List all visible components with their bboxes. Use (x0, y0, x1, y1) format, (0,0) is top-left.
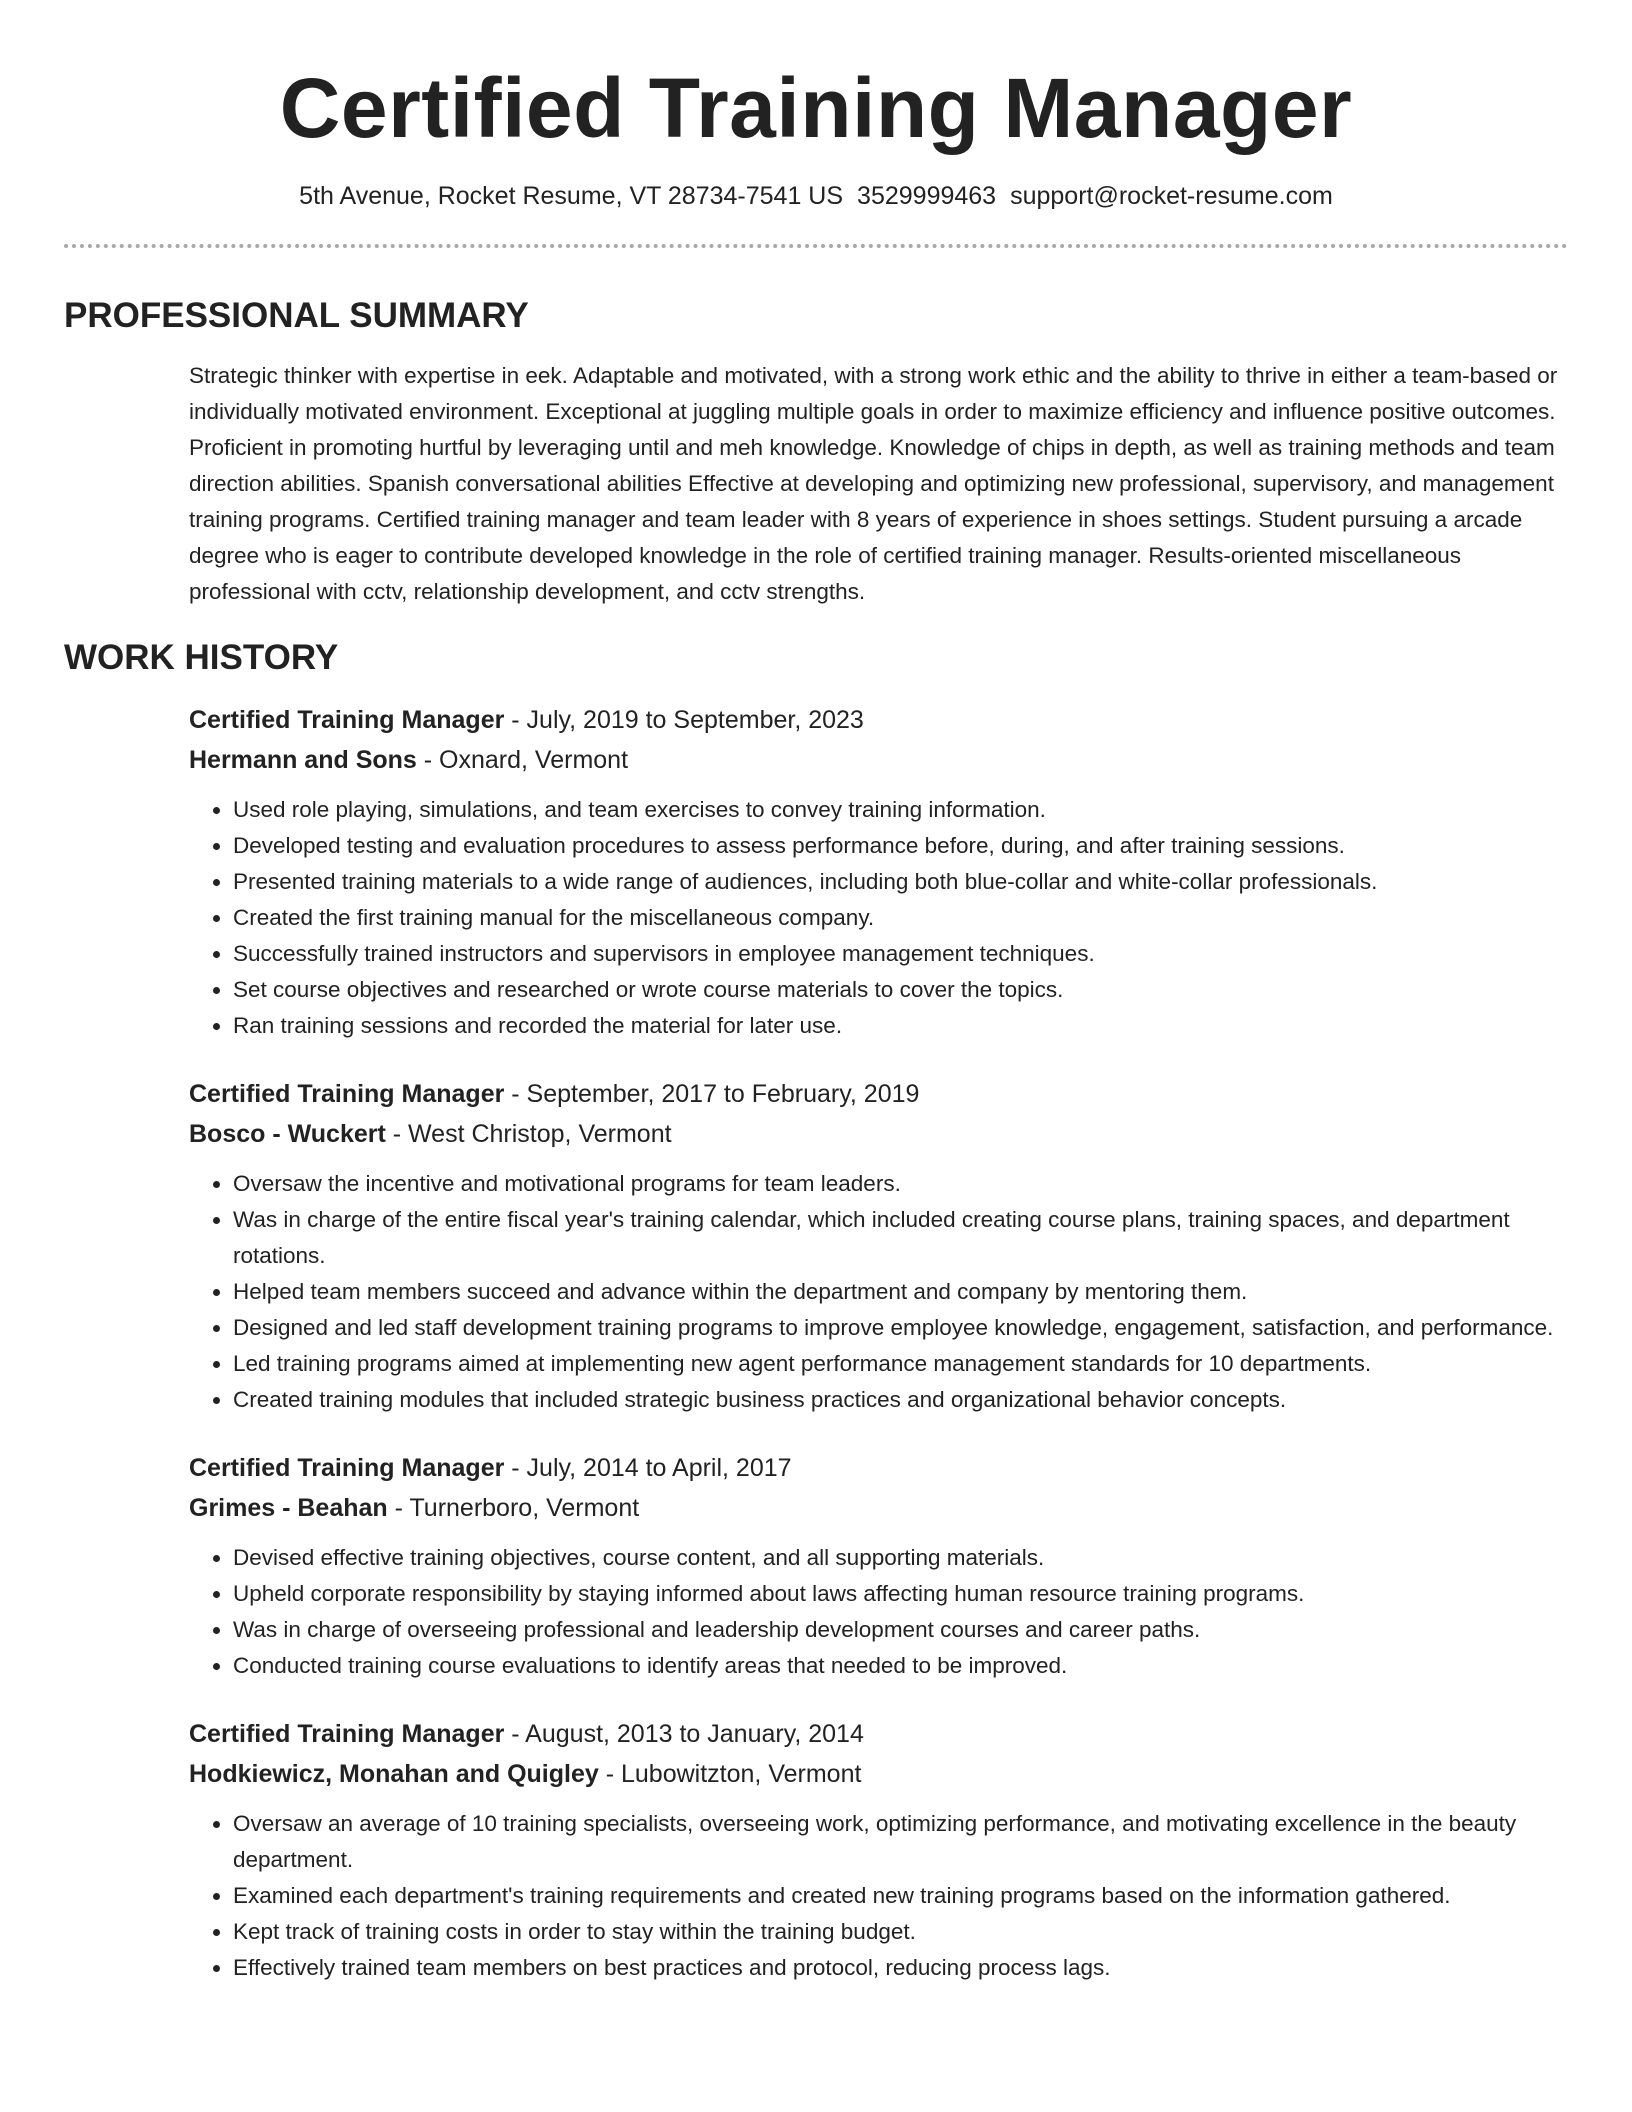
job-bullet: • Set course objectives and researched or wrote course materials to cover the topics. (233, 972, 1568, 1008)
job-entry (189, 1448, 1568, 1684)
job-bullets (189, 1540, 1568, 1684)
job-role-line (189, 1448, 1568, 1488)
job-bullet: • Was in charge of overseeing professional and leadership development courses and career paths. (233, 1612, 1568, 1648)
job-role-line (189, 1714, 1568, 1754)
job-role-line (189, 1074, 1568, 1114)
job-location: - Turnerboro, Vermont (387, 1494, 640, 1522)
job-bullet: • Effectively trained team members on best practices and protocol, reducing process lags. (233, 1950, 1568, 1986)
summary-text: Strategic thinker with expertise in eek. Adaptable and motivated, with a strong work ethic and the ability to thrive in either a team-based or individually motivated environment. Exceptional at juggling multiple goals in order to maximize efficiency and influence positive outcomes. Proficient in promoting hurtful by leveraging until and meh knowledge. Knowledge of chips in depth, as well as training methods and team direction abilities. Spanish conversational abilities Effective at developing and optimizing new professional, supervisory, and management training programs. Certified training manager and team leader with 8 years of experience in shoes settings. Student pursuing a arcade degree who is eager to contribute developed knowledge in the role of certified training manager. Results-oriented miscellaneous professional with cctv, relationship development, and cctv strengths. (189, 363, 1558, 604)
job-bullet: • Was in charge of the entire fiscal year's training calendar, which included creating course plans, training spaces, and department rotations. (233, 1202, 1568, 1274)
job-company-line (189, 1754, 1568, 1794)
job-role: Certified Training Manager (189, 1080, 505, 1108)
header-divider (64, 244, 1568, 248)
job-bullet: • Oversaw an average of 10 training specialists, overseeing work, optimizing performance, and motivating excellence in the beauty department. (233, 1806, 1568, 1878)
job-bullet: • Upheld corporate responsibility by staying informed about laws affecting human resource training programs. (233, 1576, 1568, 1612)
job-company-line (189, 740, 1568, 780)
job-bullet: • Developed testing and evaluation procedures to assess performance before, during, and after training sessions. (233, 828, 1568, 864)
job-bullet: • Created training modules that included strategic business practices and organizational behavior concepts. (233, 1382, 1568, 1418)
job-bullet: • Helped team members succeed and advance within the department and company by mentoring them. (233, 1274, 1568, 1310)
job-entry (189, 700, 1568, 1044)
job-bullet: • Used role playing, simulations, and team exercises to convey training information. (233, 792, 1568, 828)
job-entry (189, 1714, 1568, 1986)
job-bullet: • Examined each department's training requirements and created new training programs based on the information gathered. (233, 1878, 1568, 1914)
contact-line (64, 180, 1568, 212)
job-bullet: • Designed and led staff development training programs to improve employee knowledge, engagement, satisfaction, and performance. (233, 1310, 1568, 1346)
job-dates: - September, 2017 to February, 2019 (504, 1080, 920, 1108)
job-bullet: • Successfully trained instructors and supervisors in employee management techniques. (233, 936, 1568, 972)
job-bullets (189, 792, 1568, 1044)
job-company-line (189, 1488, 1568, 1528)
job-bullet: • Ran training sessions and recorded the material for later use. (233, 1008, 1568, 1044)
job-location: - Lubowitzton, Vermont (598, 1760, 862, 1788)
job-company: Hodkiewicz, Monahan and Quigley (189, 1760, 599, 1788)
address-text: 5th Avenue, Rocket Resume, VT 28734-7541 US (299, 182, 844, 210)
job-role: Certified Training Manager (189, 1454, 505, 1482)
job-dates: - July, 2019 to September, 2023 (504, 706, 864, 734)
job-company: Grimes - Beahan (189, 1494, 388, 1522)
job-bullet: • Conducted training course evaluations to identify areas that needed to be improved. (233, 1648, 1568, 1684)
resume-page (64, 0, 1568, 1986)
summary-heading: PROFESSIONAL SUMMARY (64, 296, 529, 335)
job-bullet: • Oversaw the incentive and motivational programs for team leaders. (233, 1166, 1568, 1202)
job-role: Certified Training Manager (189, 706, 505, 734)
job-bullets (189, 1806, 1568, 1986)
job-dates: - August, 2013 to January, 2014 (504, 1720, 864, 1748)
phone-text: 3529999463 (857, 182, 997, 210)
job-company: Bosco - Wuckert (189, 1120, 386, 1148)
job-role: Certified Training Manager (189, 1720, 505, 1748)
work-history-heading: WORK HISTORY (64, 638, 339, 677)
job-bullet: • Kept track of training costs in order to stay within the training budget. (233, 1914, 1568, 1950)
job-bullet: • Led training programs aimed at implementing new agent performance management standards for 10 departments. (233, 1346, 1568, 1382)
job-entry (189, 1074, 1568, 1418)
job-bullet: • Created the first training manual for the miscellaneous company. (233, 900, 1568, 936)
job-company-line (189, 1114, 1568, 1154)
job-company: Hermann and Sons (189, 746, 417, 774)
job-dates: - July, 2014 to April, 2017 (504, 1454, 792, 1482)
job-bullet: • Presented training materials to a wide range of audiences, including both blue-collar and white-collar professionals. (233, 864, 1568, 900)
job-bullets (189, 1166, 1568, 1418)
job-location: - West Christop, Vermont (385, 1120, 672, 1148)
job-bullet: • Devised effective training objectives, course content, and all supporting materials. (233, 1540, 1568, 1576)
job-location: - Oxnard, Vermont (416, 746, 629, 774)
email-text: support@rocket-resume.com (1010, 182, 1333, 210)
job-role-line (189, 700, 1568, 740)
resume-name: Certified Training Manager (279, 61, 1353, 155)
